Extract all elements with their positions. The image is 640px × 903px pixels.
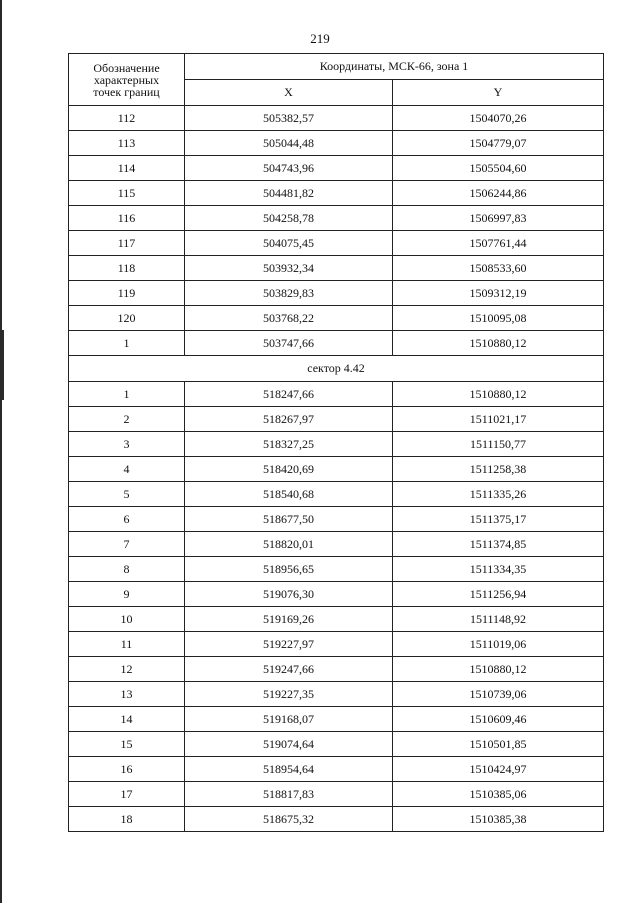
x-cell: 518956,65 (185, 557, 393, 582)
y-cell: 1506244,86 (393, 181, 604, 206)
table-row (69, 281, 604, 306)
table-row (69, 782, 604, 807)
point-cell: 3 (69, 432, 185, 457)
point-cell: 7 (69, 532, 185, 557)
point-cell: 1 (69, 331, 185, 356)
point-cell: 17 (69, 782, 185, 807)
x-cell: 505382,57 (185, 106, 393, 131)
table-row (69, 407, 604, 432)
table-row (69, 256, 604, 281)
point-cell: 14 (69, 707, 185, 732)
point-cell: 11 (69, 632, 185, 657)
y-cell: 1511150,77 (393, 432, 604, 457)
point-cell: 119 (69, 281, 185, 306)
point-cell: 9 (69, 582, 185, 607)
table-row (69, 231, 604, 256)
y-cell: 1511334,35 (393, 557, 604, 582)
y-cell: 1510609,46 (393, 707, 604, 732)
y-cell: 1510095,08 (393, 306, 604, 331)
table-row (69, 607, 604, 632)
x-cell: 504075,45 (185, 231, 393, 256)
point-cell: 113 (69, 131, 185, 156)
table-row (69, 106, 604, 131)
y-cell: 1510880,12 (393, 382, 604, 407)
point-cell: 13 (69, 682, 185, 707)
x-cell: 505044,48 (185, 131, 393, 156)
table-row (69, 156, 604, 181)
x-cell: 519227,97 (185, 632, 393, 657)
x-cell: 504481,82 (185, 181, 393, 206)
table-row (69, 181, 604, 206)
point-header-line: точек границ (93, 84, 160, 99)
x-cell: 518540,68 (185, 482, 393, 507)
point-cell: 10 (69, 607, 185, 632)
point-cell: 117 (69, 231, 185, 256)
y-cell: 1511148,92 (393, 607, 604, 632)
table-row (69, 632, 604, 657)
x-column-header: X (185, 80, 393, 106)
y-cell: 1510385,06 (393, 782, 604, 807)
point-cell: 6 (69, 507, 185, 532)
point-cell: 114 (69, 156, 185, 181)
x-cell: 519247,66 (185, 657, 393, 682)
point-header-line: Обозначение (93, 60, 160, 75)
x-cell: 518954,64 (185, 757, 393, 782)
x-cell: 503932,34 (185, 256, 393, 281)
x-cell: 519076,30 (185, 582, 393, 607)
y-cell: 1511335,26 (393, 482, 604, 507)
table-row (69, 657, 604, 682)
point-cell: 118 (69, 256, 185, 281)
x-cell: 519074,64 (185, 732, 393, 757)
x-cell: 519168,07 (185, 707, 393, 732)
y-cell: 1511021,17 (393, 407, 604, 432)
y-cell: 1510385,38 (393, 807, 604, 832)
point-cell: 15 (69, 732, 185, 757)
point-cell: 2 (69, 407, 185, 432)
y-cell: 1510739,06 (393, 682, 604, 707)
table-row (69, 582, 604, 607)
x-cell: 518247,66 (185, 382, 393, 407)
x-cell: 518267,97 (185, 407, 393, 432)
y-cell: 1507761,44 (393, 231, 604, 256)
point-cell: 120 (69, 306, 185, 331)
x-cell: 503747,66 (185, 331, 393, 356)
y-cell: 1511258,38 (393, 457, 604, 482)
coordinates-header: Координаты, МСК-66, зона 1 (185, 54, 604, 80)
table-row (69, 432, 604, 457)
table-row (69, 707, 604, 732)
point-header-line: характерных (93, 72, 160, 87)
table-row (69, 507, 604, 532)
point-cell: 5 (69, 482, 185, 507)
table-row (69, 732, 604, 757)
y-cell: 1506997,83 (393, 206, 604, 231)
table-row (69, 131, 604, 156)
table-row (69, 382, 604, 407)
x-cell: 518817,83 (185, 782, 393, 807)
y-cell: 1509312,19 (393, 281, 604, 306)
page-number: 219 (310, 31, 330, 46)
point-cell: 12 (69, 657, 185, 682)
y-cell: 1508533,60 (393, 256, 604, 281)
y-cell: 1510880,12 (393, 657, 604, 682)
sector-title: сектор 4.42 (69, 356, 604, 382)
point-column-header (69, 54, 185, 106)
y-cell: 1510880,12 (393, 331, 604, 356)
y-cell: 1511375,17 (393, 507, 604, 532)
point-cell: 8 (69, 557, 185, 582)
sector-row (69, 356, 604, 382)
table-row (69, 807, 604, 832)
point-cell: 1 (69, 382, 185, 407)
table-row (69, 682, 604, 707)
x-cell: 518677,50 (185, 507, 393, 532)
x-cell: 519169,26 (185, 607, 393, 632)
coordinates-table (68, 53, 604, 832)
y-cell: 1504779,07 (393, 131, 604, 156)
x-cell: 518820,01 (185, 532, 393, 557)
x-cell: 503829,83 (185, 281, 393, 306)
point-cell: 4 (69, 457, 185, 482)
y-cell: 1511256,94 (393, 582, 604, 607)
table-row (69, 206, 604, 231)
y-cell: 1511374,85 (393, 532, 604, 557)
x-cell: 519227,35 (185, 682, 393, 707)
y-column-header: Y (393, 80, 604, 106)
point-cell: 18 (69, 807, 185, 832)
x-cell: 504743,96 (185, 156, 393, 181)
point-cell: 115 (69, 181, 185, 206)
point-cell: 112 (69, 106, 185, 131)
point-cell: 116 (69, 206, 185, 231)
table-row (69, 557, 604, 582)
point-cell: 16 (69, 757, 185, 782)
x-cell: 518675,32 (185, 807, 393, 832)
y-cell: 1510501,85 (393, 732, 604, 757)
x-cell: 503768,22 (185, 306, 393, 331)
y-cell: 1505504,60 (393, 156, 604, 181)
scan-edge-mark (0, 330, 4, 400)
x-cell: 518420,69 (185, 457, 393, 482)
x-cell: 504258,78 (185, 206, 393, 231)
y-cell: 1510424,97 (393, 757, 604, 782)
scan-left-edge (0, 0, 2, 903)
y-cell: 1504070,26 (393, 106, 604, 131)
table-row (69, 482, 604, 507)
table-row (69, 331, 604, 356)
table-row (69, 457, 604, 482)
y-cell: 1511019,06 (393, 632, 604, 657)
table-row (69, 757, 604, 782)
table-row (69, 532, 604, 557)
x-cell: 518327,25 (185, 432, 393, 457)
table-row (69, 306, 604, 331)
